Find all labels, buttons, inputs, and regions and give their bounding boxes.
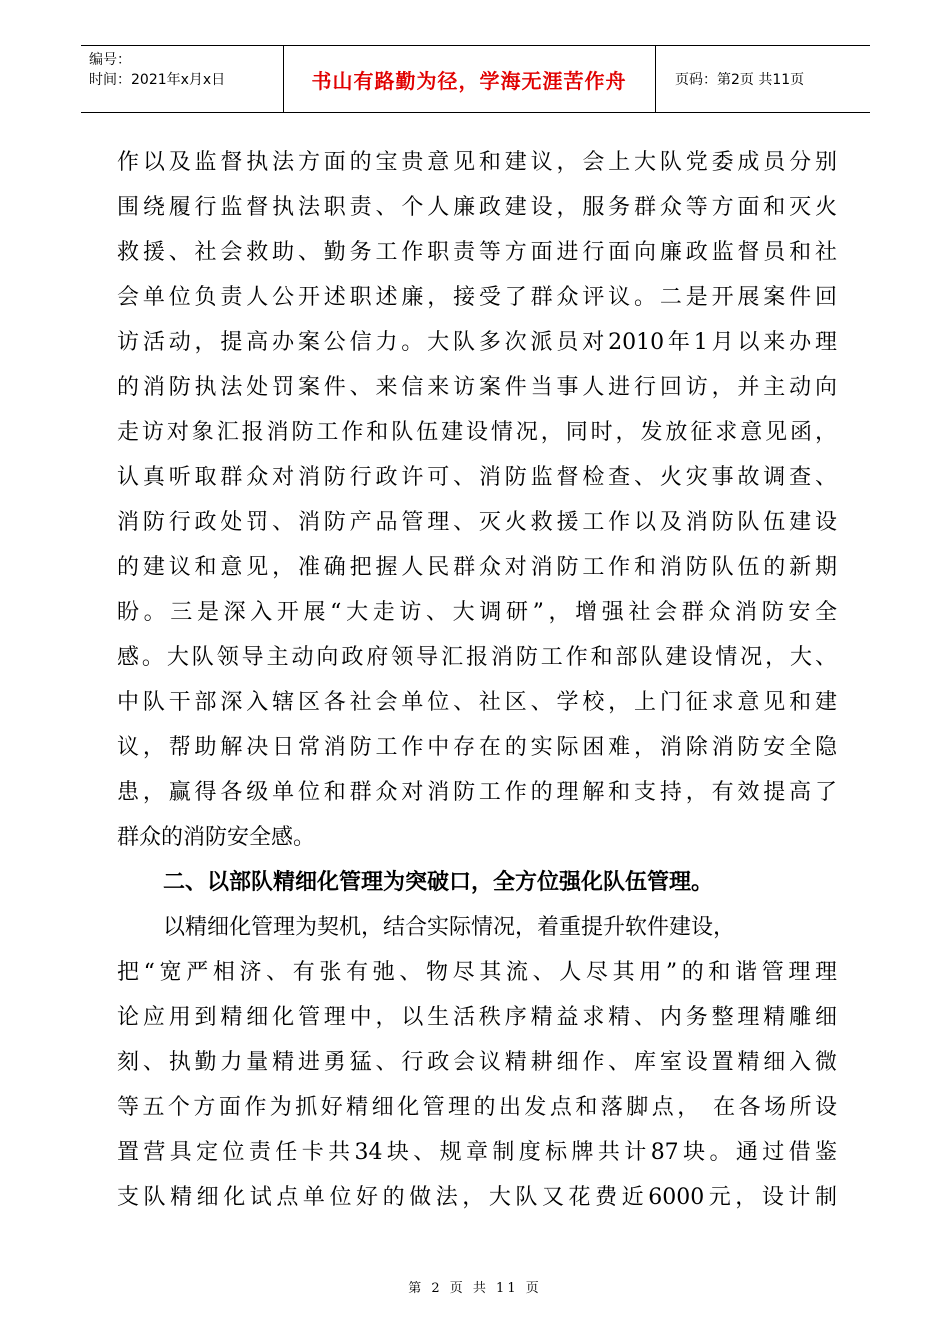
body-line: 等五个方面作为抓好精细化管理的出发点和落脚点， 在各场所设 [117, 1095, 837, 1120]
page-info-text: 页码：第2页 共11页 [675, 72, 805, 88]
body-line: 把“宽严相济、有张有弛、物尽其流、人尽其用”的和谐管理理 [117, 960, 837, 985]
body-line: 消防行政处罚、消防产品管理、灭火救援工作以及消防队伍建设 [117, 510, 837, 535]
body-line: 走访对象汇报消防工作和队伍建设情况，同时，发放征求意见函， [117, 420, 837, 445]
body-line: 刻、执勤力量精进勇猛、行政会议精耕细作、库室设置精细入微 [117, 1050, 837, 1075]
body-line: 以精细化管理为契机，结合实际情况，着重提升软件建设， [163, 915, 736, 940]
page-header [81, 45, 870, 113]
body-line: 访活动，提高办案公信力。大队多次派员对2010年1月以来办理 [117, 330, 837, 355]
header-meta [89, 50, 279, 90]
body-line: 患，赢得各级单位和群众对消防工作的理解和支持，有效提高了 [117, 780, 837, 805]
document-body [117, 140, 837, 1220]
body-line: 救援、社会救助、勤务工作职责等方面进行面向廉政监督员和社 [117, 240, 837, 265]
body-line: 论应用到精细化管理中，以生活秩序精益求精、内务整理精雕细 [117, 1005, 837, 1030]
header-motto: 书山有路勤为径，学海无涯苦作舟 [311, 68, 627, 93]
body-line: 的消防执法处罚案件、来信来访案件当事人进行回访，并主动向 [117, 375, 837, 400]
body-line: 围绕履行监督执法职责、个人廉政建设，服务群众等方面和灭火 [117, 195, 837, 220]
body-line: 盼。三是深入开展“大走访、大调研”，增强社会群众消防安全 [117, 600, 837, 625]
body-line: 的建议和意见，准确把握人民群众对消防工作和消防队伍的新期 [117, 555, 837, 580]
body-line: 支队精细化试点单位好的做法，大队又花费近6000元，设计制 [117, 1185, 837, 1210]
body-line: 作以及监督执法方面的宝贵意见和建议，会上大队党委成员分别 [117, 150, 837, 175]
section-heading: 二、以部队精细化管理为突破口，全方位强化队伍管理。 [163, 869, 714, 895]
body-line: 置营具定位责任卡共34块、规章制度标牌共计87块。通过借鉴 [117, 1140, 837, 1165]
page-footer: 第 2 页 共 11 页 [408, 1281, 542, 1296]
document-number-label: 编号： [89, 52, 131, 68]
body-line: 会单位负责人公开述职述廉，接受了群众评议。二是开展案件回 [117, 285, 837, 310]
body-line: 中队干部深入辖区各社会单位、社区、学校，上门征求意见和建 [117, 690, 837, 715]
body-line: 群众的消防安全感。 [117, 825, 316, 850]
body-line: 认真听取群众对消防行政许可、消防监督检查、火灾事故调查、 [117, 465, 837, 490]
document-time-label: 时间：2021年x月x日 [89, 72, 226, 88]
body-line: 议，帮助解决日常消防工作中存在的实际困难，消除消防安全隐 [117, 735, 837, 760]
body-line: 感。大队领导主动向政府领导汇报消防工作和部队建设情况，大、 [117, 645, 837, 670]
header-divider [655, 46, 656, 112]
header-page-info [665, 46, 870, 112]
